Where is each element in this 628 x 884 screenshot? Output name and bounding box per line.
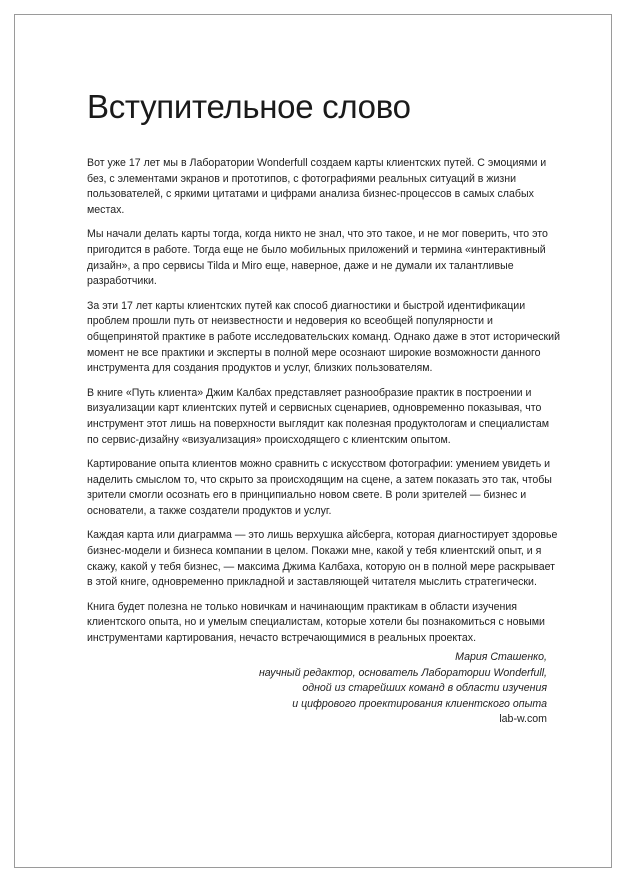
- paragraph-4: В книге «Путь клиента» Джим Калбах представляет разнообразие практик в построении и визуализации карт клиентских путей и сервисных сценариев, одновременно показывая, что инструмент этот лишь на поверхности выглядит как полезная продуктологам и специалистам по сервис-дизайну «визуализация» происходящего с клиентским опытом.: [87, 386, 550, 446]
- page-title: Вступительное слово: [87, 88, 411, 125]
- paragraph-3: За эти 17 лет карты клиентских путей как способ диагностики и быстрой идентификации проблем прошли путь от неизвестности и недоверия ко всеобщей популярности и общепринятой практике в работе исследовательских команд. Однако даже в этот исторический момент не все практики и эксперты в полной мере осознают широкие возможности данного инструмента для создания продуктов и услуг, близких пользователям.: [87, 299, 561, 375]
- paragraph-1: Вот уже 17 лет мы в Лаборатории Wonderfull создаем карты клиентских путей. С эмоциями и без, с элементами экранов и прототипов, с фотографиями реальных ситуаций в жизни пользователей, с яркими цитатами и цифрами анализа бизнес-процессов в самых слабых местах.: [87, 157, 547, 216]
- article-body: [87, 156, 563, 656]
- signature-block: [259, 650, 547, 728]
- signature-line-4: и цифрового проектирования клиентского опыта: [292, 697, 547, 710]
- signature-line-3: одной из старейших команд в области изучения: [302, 682, 547, 695]
- paragraph-7: Книга будет полезна не только новичкам и начинающим практикам в области изучения клиентского опыта, но и умелым специалистам, которые хотели бы познакомиться с новыми инструментами картирования, нечасто встречающимися в реальных проектах.: [87, 600, 545, 645]
- page: [14, 14, 612, 868]
- signature-role: научный редактор, основатель Лаборатории Wonderfull,: [258, 666, 547, 679]
- paragraph-2: Мы начали делать карты тогда, когда никто не знал, что это такое, и не мог поверить, что это пригодится в работе. Тогда еще не было мобильных приложений и термина «интерактивный дизайн», а про сервисы Tilda и Miro еще, наверное, даже и не думали их талантливые разработчики.: [87, 228, 548, 288]
- signature-website: lab-w.com: [499, 713, 547, 726]
- paragraph-6: Каждая карта или диаграмма — это лишь верхушка айсберга, которая диагностирует здоровье бизнес-модели и бизнеса компании в целом. Покажи мне, какой у тебя клиентский опыт, и я скажу, какой у тебя бизнес, — максима Джима Калбаха, которую он в полной мере раскрывает в этой книге, одновременно прикладной и заставляющей читателя мыслить стратегически.: [87, 529, 558, 589]
- paragraph-5: Картирование опыта клиентов можно сравнить с искусством фотографии: умением увидеть и наделить смыслом то, что скрыто за происходящим на сцене, а затем показать это так, чтобы зрители смогли осознать его в принципиально новом свете. В роли зрителей — бизнес и основатели, а также создатели продуктов и услуг.: [87, 458, 552, 517]
- signature-name: Мария Сташенко,: [455, 651, 547, 663]
